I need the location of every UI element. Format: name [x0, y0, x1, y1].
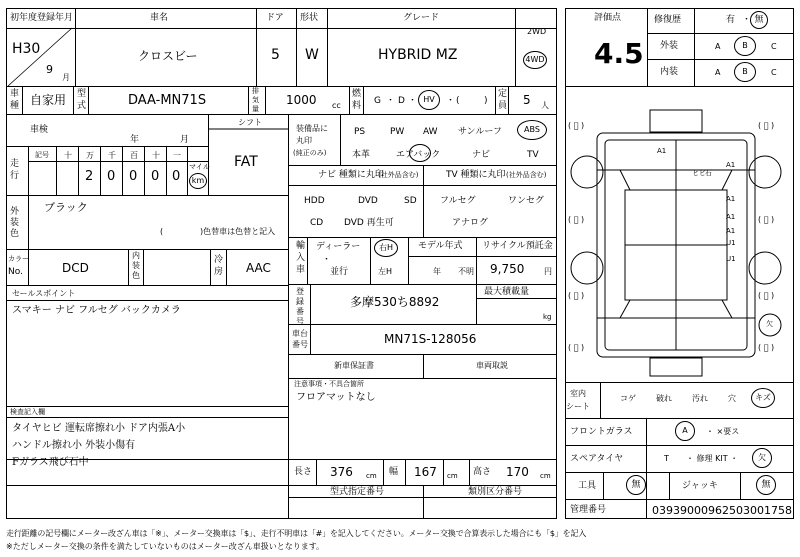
doors: 5: [271, 47, 280, 63]
odometer-label-1: 走: [10, 159, 20, 169]
disp-label-2: 気: [252, 96, 259, 104]
spare-repair-kit: ・ 修理 KIT ・: [686, 454, 739, 463]
repair-none-circle: [750, 11, 768, 29]
drive-4wd-circle: [523, 51, 547, 69]
svg-text:( ﾟ ): ( ﾟ ): [758, 343, 775, 352]
mark-a1-5: A1: [726, 227, 736, 235]
windshield-x: ・ ×要ス: [706, 427, 740, 436]
management-number: 0393900096250300175​8: [652, 504, 792, 517]
exterior-label-2: 装: [10, 218, 20, 228]
first-reg-label: 初年度登録年月: [10, 13, 74, 23]
length-cm: cm: [366, 472, 377, 480]
shift-value: FAT: [234, 154, 258, 170]
capacity: 5: [523, 93, 531, 107]
km-circle: [189, 173, 207, 189]
interior-rating-label: 内装: [660, 67, 679, 77]
odometer-unit-3: 百: [130, 151, 138, 160]
nav-dvd-play: DVD 再生可: [344, 218, 394, 228]
door-label: ドア: [266, 13, 284, 23]
model-year-unknown: 不明: [458, 267, 474, 276]
exterior-rating-label: 外装: [660, 41, 679, 51]
fuel-open: (: [456, 96, 460, 106]
disp-label-1: 排: [252, 87, 259, 95]
model-year-unit: 年: [433, 267, 441, 276]
ext-grade-b: B: [742, 41, 748, 50]
tools-circle: [626, 475, 646, 495]
equip-tv: TV: [527, 150, 539, 160]
fuel-label-1: 燃: [352, 89, 362, 99]
svg-text:( ﾟ ): ( ﾟ ): [758, 291, 775, 300]
import-left-h: 左H: [378, 267, 393, 276]
equipment-label-2: 丸印: [296, 136, 312, 145]
sales-text: スマキー ナビ フルセグ バックカメラ: [12, 305, 181, 316]
grade-label: グレード: [403, 13, 440, 23]
tv-label: TV 種類に丸印: [446, 170, 506, 180]
tools-label: 工具: [578, 481, 597, 491]
color-no-label-2: No.: [8, 267, 23, 277]
notes-label: 注意事項・不具合箇所: [294, 380, 364, 388]
inspection-month: 月: [180, 135, 190, 145]
car-name: クロスビー: [138, 49, 198, 63]
registration-number: 多摩530ち8892: [350, 295, 440, 309]
cap-label-2: 員: [498, 101, 508, 111]
odometer-label-2: 行: [10, 171, 20, 181]
seat-label-2: シート: [566, 402, 590, 411]
equip-pw: PW: [390, 127, 405, 137]
length-value: 376: [330, 465, 353, 479]
height-label: 高さ: [473, 467, 492, 477]
km-label: km: [191, 176, 205, 185]
seat-kogu: コゲ: [620, 394, 636, 403]
interior-label-3: 色: [132, 271, 140, 280]
seat-kizu: キズ: [755, 393, 771, 402]
seat-kizu-circle: [751, 388, 775, 408]
windshield-label: フロントガラス: [570, 427, 633, 437]
import-dot: ・: [322, 255, 332, 265]
windshield-note: 石: [705, 169, 712, 177]
type-label-2: 式: [77, 101, 87, 111]
category-label: 類別区分番号: [468, 487, 523, 497]
odometer-digit-1: 0: [107, 169, 116, 184]
reg-label-1: 登: [296, 287, 304, 296]
ac-value: AAC: [246, 261, 271, 275]
cc-unit: cc: [332, 101, 341, 110]
management-label: 管理番号: [570, 505, 607, 515]
width-cm: cm: [447, 472, 458, 480]
disp-label-3: 量: [252, 105, 259, 113]
seat-yabure: 破れ: [656, 394, 672, 403]
svg-text:( ﾟ ): ( ﾟ ): [568, 215, 585, 224]
exterior-label-1: 外: [10, 207, 20, 217]
car-diagram: [571, 110, 781, 376]
exterior-note: )色替車は色替と記入: [200, 227, 276, 236]
tools-value: 無: [631, 479, 641, 490]
mark-u1-2: U1: [726, 255, 736, 263]
import-label-2: 入: [296, 253, 306, 263]
mark-a1-4: A1: [726, 213, 736, 221]
color-no-value: DCD: [62, 261, 89, 275]
mark-a1-1: A1: [657, 147, 667, 155]
manual-label: 車両取説: [476, 361, 508, 370]
svg-text:( ﾟ ): ( ﾟ ): [568, 121, 585, 130]
usage-label-2: 種: [10, 101, 20, 111]
cap-label-1: 定: [498, 89, 508, 99]
shape: W: [305, 47, 319, 63]
width-label: 幅: [389, 467, 399, 477]
fuel-label-2: 料: [352, 101, 362, 111]
tv-oneseg: ワンセグ: [508, 196, 545, 206]
reg-label-4: 号: [296, 317, 304, 326]
equip-sunroof: サンルーフ: [458, 127, 502, 137]
spare-label: スペアタイヤ: [570, 454, 624, 464]
odometer-unit-1: 万: [86, 151, 94, 160]
equipment-label-1: 装備品に: [296, 124, 328, 133]
type-label-1: 型: [77, 89, 87, 99]
repair-none: 無: [754, 14, 764, 25]
interior-label-1: 内: [132, 251, 140, 260]
tv-analog: アナログ: [452, 218, 489, 228]
warranty-label: 新車保証書: [334, 361, 374, 370]
drive-2wd: 2WD: [527, 27, 547, 36]
recycle-value: 9,750: [490, 262, 525, 276]
odometer-digit-0: 2: [85, 169, 94, 184]
windshield-a: A: [682, 426, 688, 435]
nav-dvd: DVD: [358, 196, 378, 206]
odometer-digit-2: 0: [129, 169, 138, 184]
recycle-label: リサイクル預託金: [482, 241, 553, 251]
reg-label-2: 録: [296, 297, 304, 306]
int-grade-c: C: [771, 68, 777, 77]
max-load-label: 最大積載量: [484, 287, 530, 297]
nav-label: ナビ 種類に丸印: [318, 170, 384, 180]
height-cm: cm: [540, 472, 551, 480]
reg-era-year: H30: [12, 41, 41, 57]
inspector-line-1: タイヤヒビ 運転席擦れ小 ドア内張A小: [12, 423, 186, 434]
sales-label: セールスポイント: [12, 289, 76, 298]
jack-circle: [756, 475, 776, 495]
chassis-label-1: 車台: [292, 329, 308, 338]
spare-t: T: [664, 454, 669, 463]
import-parallel: 並行: [330, 267, 349, 277]
jack-label: ジャッキ: [682, 481, 718, 491]
svg-text:( ﾟ ): ( ﾟ ): [758, 215, 775, 224]
fuel-g: G: [374, 96, 381, 106]
interior-label-2: 装: [132, 261, 140, 270]
equip-leather: 本革: [352, 150, 371, 160]
seat-ana: 穴: [728, 394, 736, 403]
fuel-hv: HV: [423, 95, 435, 104]
odometer-sign-label: 記号: [35, 151, 49, 159]
type-approval-label: 型式指定番号: [330, 487, 385, 497]
equip-abs-circle: [517, 120, 547, 140]
seat-yogore: 汚れ: [692, 394, 708, 403]
nav-sd: SD: [404, 196, 417, 206]
usage-label-1: 車: [10, 89, 20, 99]
mark-a1-3: A1: [726, 195, 736, 203]
tv-fullseg: フルセグ: [440, 196, 476, 206]
fuel-close: ): [484, 96, 488, 106]
equip-airbag: エアバック: [396, 150, 441, 160]
int-grade-b-circle: [734, 62, 756, 82]
svg-text:( ﾟ ): ( ﾟ ): [758, 121, 775, 130]
shape-label: 形状: [300, 13, 319, 23]
import-right-h: 右H: [378, 243, 393, 252]
fuel-hv-circle: [418, 90, 440, 110]
cap-unit: 人: [541, 101, 549, 110]
notes-text: フロアマットなし: [296, 392, 376, 403]
int-grade-b: B: [742, 67, 748, 76]
mark-hibi: ヒビ: [692, 169, 706, 177]
nav-cd: CD: [310, 218, 324, 228]
recycle-yen: 円: [544, 267, 552, 276]
windshield-a-circle: [675, 421, 695, 441]
airbag-circle: [409, 144, 431, 162]
mark-a1-2: A1: [726, 161, 736, 169]
inspection-year: 年: [130, 135, 140, 145]
equip-abs: ABS: [524, 125, 540, 134]
repair-yes: 有: [726, 15, 736, 25]
repair-dot: ・: [742, 15, 752, 25]
max-load-kg: kg: [543, 313, 552, 321]
odometer-unit-5: 一: [173, 151, 181, 160]
color-no-label-1: カラー: [8, 255, 29, 263]
mile-label: マイル: [189, 163, 210, 171]
chassis-label-2: 番号: [292, 340, 308, 349]
seat-label-1: 室内: [570, 389, 586, 398]
int-grade-a: A: [715, 68, 721, 77]
nav-note: (社外品含む): [378, 171, 419, 179]
ext-grade-c: C: [771, 42, 777, 51]
repair-label: 修復歴: [654, 15, 682, 25]
exterior-paren-open: (: [160, 227, 164, 236]
exterior-label-3: 色: [10, 229, 20, 239]
displacement: 1000: [286, 93, 317, 107]
inspector-label: 検査記入欄: [10, 408, 45, 416]
ext-grade-b-circle: [734, 36, 756, 56]
model: DAA-MN71S: [128, 93, 207, 108]
chassis-number: MN71S-128056: [384, 332, 477, 346]
length-label: 長さ: [294, 467, 313, 477]
reg-label-3: 番: [296, 307, 304, 316]
reg-month: 9: [46, 63, 53, 76]
inspector-line-3: Fガラス飛び石中: [12, 457, 89, 468]
month-unit: 月: [62, 73, 70, 82]
right-h-circle: [374, 239, 398, 257]
odometer-unit-4: 十: [152, 151, 160, 160]
odometer-digit-4: 0: [172, 169, 181, 184]
tv-note: (社外品含む): [506, 171, 547, 179]
footer-line-1: 走行距離の記号欄にメーター改ざん車は「※」、メーター交換車は「$」、走行不明車は「#」を記入してください。メーター交換で合算表示した場合にも「$」を記入: [6, 529, 587, 538]
grade: HYBRID MZ: [378, 47, 458, 63]
rating-value: 4.5: [594, 37, 644, 70]
ac-label-2: 房: [214, 267, 224, 277]
svg-text:( ﾟ ): ( ﾟ ): [568, 291, 585, 300]
drive-4wd: 4WD: [525, 55, 545, 64]
spare-missing: 欠: [758, 453, 766, 462]
svg-text:( ﾟ ): ( ﾟ ): [568, 343, 585, 352]
shift-label: シフト: [238, 118, 262, 127]
fuel-d: D: [398, 96, 405, 106]
inspector-line-2: ハンドル擦れ小 外装小傷有: [12, 440, 136, 451]
model-year-label: モデル年式: [418, 241, 463, 251]
import-label-3: 車: [296, 265, 306, 275]
equipment-label-3: (純正のみ): [293, 149, 327, 157]
inspection-label: 車検: [30, 125, 49, 135]
equip-aw: AW: [423, 127, 438, 137]
odometer-unit-0: 十: [64, 151, 72, 160]
equip-navi: ナビ: [472, 150, 491, 160]
height-value: 170: [506, 465, 529, 479]
jack-value: 無: [761, 479, 771, 490]
equip-ps: PS: [354, 127, 366, 137]
nav-hdd: HDD: [304, 196, 325, 206]
mark-ketsu: 欠: [766, 320, 773, 328]
footer-line-2: ※ただしメーター交換の条件を満たしていないものはメーター改ざん車扱いとなります。: [6, 542, 325, 551]
mark-u1-1: U1: [726, 239, 736, 247]
odometer-digit-3: 0: [151, 169, 160, 184]
car-name-label: 車名: [150, 13, 169, 23]
spare-missing-circle: [752, 448, 772, 468]
import-label-1: 輸: [296, 241, 306, 251]
width-value: 167: [414, 465, 437, 479]
rating-label: 評価点: [594, 13, 622, 23]
ac-label-1: 冷: [214, 255, 224, 265]
import-dealer: ディーラー: [316, 242, 361, 252]
odometer-unit-2: 千: [108, 151, 116, 160]
usage: 自家用: [30, 93, 67, 107]
ext-grade-a: A: [715, 42, 721, 51]
exterior-color: ブラック: [44, 201, 88, 214]
